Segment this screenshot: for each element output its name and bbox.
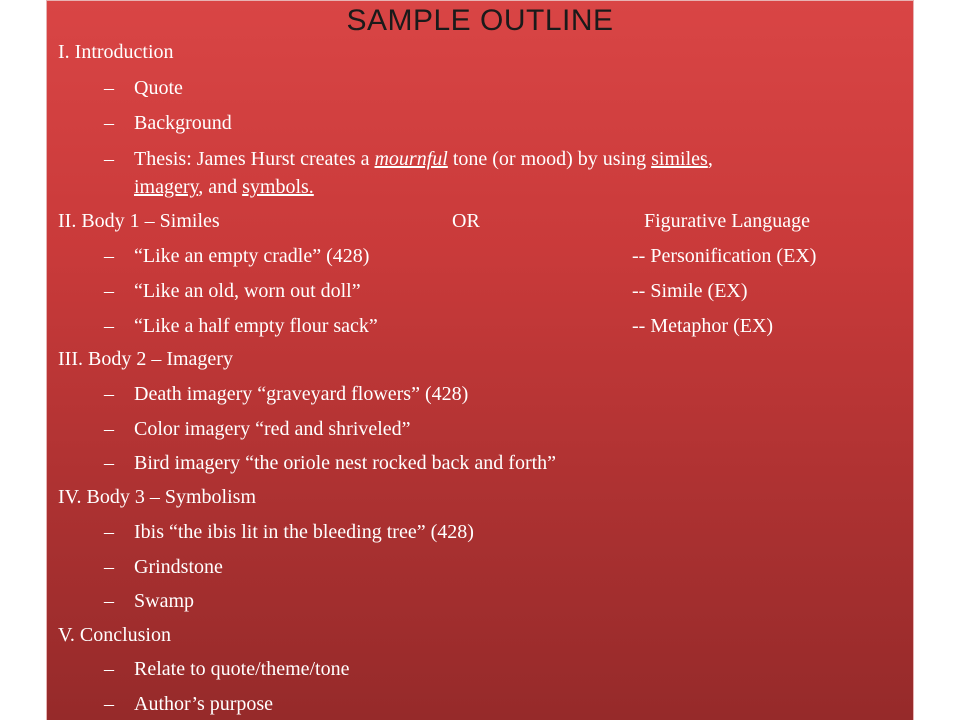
section-heading-conclusion: V. Conclusion <box>58 624 171 646</box>
slide: SAMPLE OUTLINE I. Introduction – Quote – Background – Thesis: James Hurst creates a mournful tone (or mood) by using similes, imagery, and symbols. II. Body 1 – Similes OR Figurative Language – “Like an empty cradle” (428) -- Personification (EX) – “Like an old, worn out doll” -- Simile (EX) – “Like a half empty flour sack” -- Metaphor (EX) III. Body 2 – Imagery – Death imagery “graveyard flowers” (428) – Color imagery “red and shriveled” – Bird imagery “the oriole nest rocked back and forth” IV. Body 3 – Symbolism – Ibis “the ibis lit in the bleeding tree” (428) – Grindstone – Swamp V. Conclusion – Relate to quote/theme/tone – Author’s purpose <box>0 0 960 720</box>
bullet-dash: – <box>104 245 114 267</box>
section-heading-introduction: I. Introduction <box>58 41 174 63</box>
bullet-dash: – <box>104 315 114 337</box>
mood-word: mournful <box>374 148 448 170</box>
slide-title: SAMPLE OUTLINE <box>346 4 614 37</box>
list-item: – “Like an old, worn out doll” -- Simile (EX) <box>104 280 748 302</box>
section-heading-body2: III. Body 2 – Imagery <box>58 348 233 370</box>
bullet-dash: – <box>104 148 114 170</box>
bullet-dash: – <box>104 418 114 440</box>
bullet-dash: – <box>104 658 114 680</box>
or-label: OR <box>452 210 480 232</box>
figurative-language-label: Figurative Language <box>644 210 811 232</box>
thesis-similes: similes <box>651 148 708 170</box>
bullet-dash: – <box>104 112 114 134</box>
section-heading-body3: IV. Body 3 – Symbolism <box>58 486 256 508</box>
list-item: – “Like a half empty flour sack” -- Metaphor (EX) <box>104 315 774 337</box>
bullet-dash: – <box>104 590 114 612</box>
bullet-dash: – <box>104 280 114 302</box>
list-item: – “Like an empty cradle” (428) -- Personification (EX) <box>104 245 817 267</box>
bullet-dash: – <box>104 556 114 578</box>
bullet-dash: – <box>104 693 114 715</box>
bullet-dash: – <box>104 77 114 99</box>
section-heading-body1: II. Body 1 – Similes OR Figurative Language <box>58 210 811 232</box>
thesis-imagery: imagery <box>134 176 199 198</box>
thesis-symbols: symbols. <box>242 176 314 198</box>
bullet-dash: – <box>104 383 114 405</box>
bullet-dash: – <box>104 521 114 543</box>
bullet-dash: – <box>104 452 114 474</box>
